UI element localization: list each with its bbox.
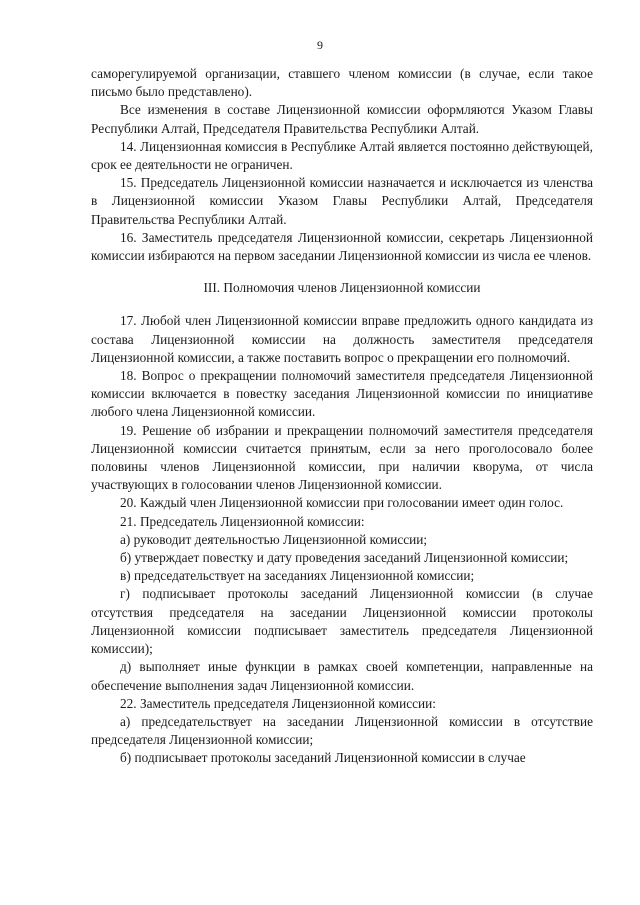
paragraph: Все изменения в составе Лицензионной комиссии оформляются Указом Главы Республики Алтай, Председателя Правительства Республики Алтай. <box>91 102 593 136</box>
paragraph-item-18: 18. Вопрос о прекращении полномочий заместителя председателя Лицензионной комиссии включается в повестку заседания Лицензионной комиссии по инициативе любого члена Лицензионной комиссии. <box>91 368 593 420</box>
paragraph-item-17: 17. Любой член Лицензионной комиссии вправе предложить одного кандидата из состава Лицензионной комиссии на должность заместителя председателя Лицензионной комиссии, а также поставить вопрос о прекращении его полномочий. <box>91 313 593 365</box>
subitem-21-v: в) председательствует на заседаниях Лицензионной комиссии; <box>120 568 475 584</box>
subitem-22-b: б) подписывает протоколы заседаний Лицензионной комиссии в случае <box>120 750 526 766</box>
paragraph-item-20: 20. Каждый член Лицензионной комиссии при голосовании имеет один голос. <box>120 495 564 511</box>
subitem-22-a: а) председательствует на заседании Лицензионной комиссии в отсутствие председателя Лицензионной комиссии; <box>91 713 593 748</box>
paragraph-item-15: 15. Председатель Лицензионной комиссии назначается и исключается из членства в Лицензионной комиссии Указом Главы Республики Алтай, Председателя Правительства Республики Алтай. <box>91 175 593 227</box>
paragraph-item-19: 19. Решение об избрании и прекращении полномочий заместителя председателя Лицензионной комиссии считается принятым, если за него проголосовало более половины членов Лицензионной комиссии, при наличии кворума, от числа участвующих в голосовании членов Лицензионной комиссии. <box>91 422 593 493</box>
paragraph-item-16: 16. Заместитель председателя Лицензионной комиссии, секретарь Лицензионной комиссии избираются на первом заседании Лицензионной комиссии из числа ее членов. <box>91 229 593 264</box>
subitem-21-a: а) руководит деятельностью Лицензионной комиссии; <box>120 531 428 547</box>
paragraph-item-22: 22. Заместитель председателя Лицензионной комиссии: <box>120 695 436 711</box>
subitem-21-b: б) утверждает повестку и дату проведения заседаний Лицензионной комиссии; <box>120 550 569 566</box>
document-body <box>91 65 593 768</box>
section-heading: III. Полномочия членов Лицензионной комиссии <box>203 280 481 296</box>
paragraph-item-21: 21. Председатель Лицензионной комиссии: <box>120 513 365 529</box>
paragraph-continuation: саморегулируемой организации, ставшего членом комиссии (в случае, если такое письмо было представлено). <box>91 66 593 100</box>
page-number: 9 <box>317 38 323 52</box>
subitem-21-d: д) выполняет иные функции в рамках своей компетенции, направленные на обеспечение выполнения задач Лицензионной комиссии. <box>91 659 593 693</box>
paragraph-item-14: 14. Лицензионная комиссия в Республике Алтай является постоянно действующей, срок ее деятельности не ограничен. <box>91 138 593 173</box>
subitem-21-g: г) подписывает протоколы заседаний Лицензионной комиссии (в случае отсутствия председателя на заседании Лицензионной комиссии протоколы Лицензионной комиссии подписывает заместитель председателя Лицензионной комиссии); <box>91 586 593 657</box>
